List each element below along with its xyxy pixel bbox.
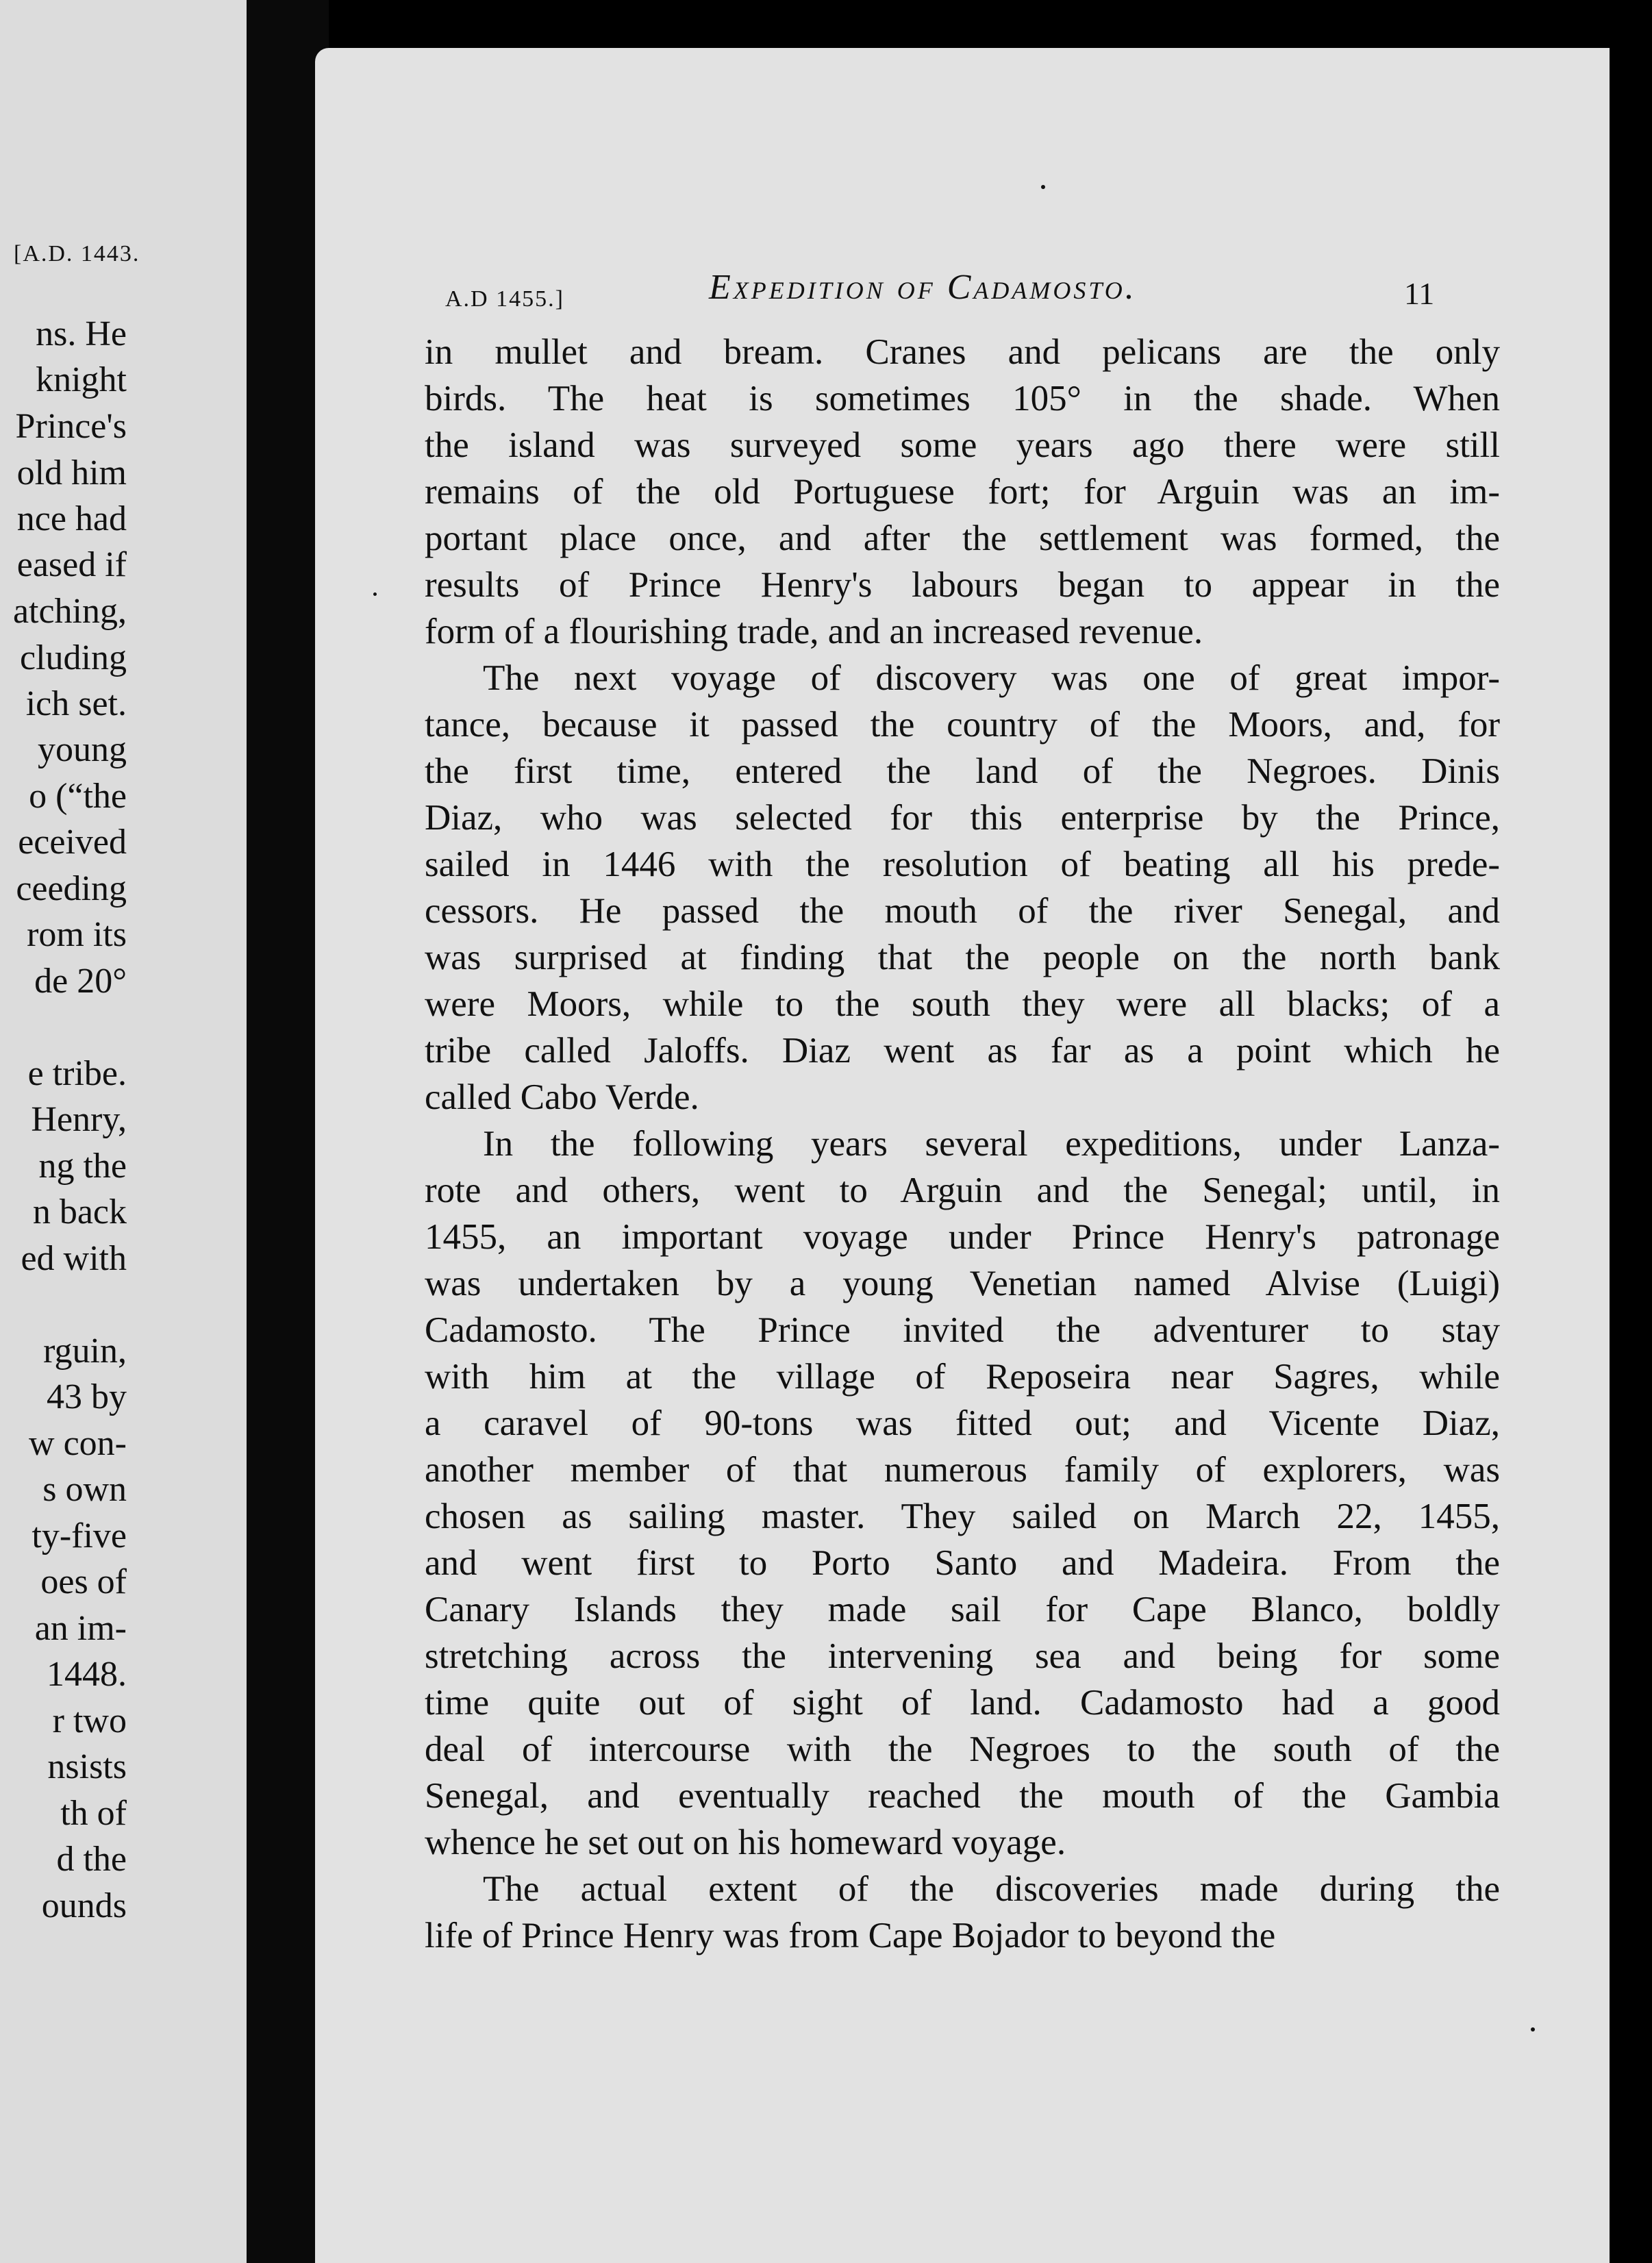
body-text xyxy=(425,329,1500,1959)
left-page-line: ounds xyxy=(41,1886,127,1925)
left-page-line: ed with xyxy=(21,1239,127,1278)
text-line: a caravel of 90-tons was fitted out; and Vicente Diaz, xyxy=(425,1403,1500,1443)
speck xyxy=(1041,185,1045,189)
text-line: deal of intercourse with the Negroes to the south of the xyxy=(425,1729,1500,1769)
text-line: was surprised at finding that the people on the north bank xyxy=(425,938,1500,977)
left-page-line: w con- xyxy=(29,1424,127,1463)
speck xyxy=(373,592,377,596)
text-line: The actual extent of the discoveries made during the xyxy=(483,1869,1500,1909)
left-page-line: rom its xyxy=(27,915,127,954)
text-line: another member of that numerous family of explorers, was xyxy=(425,1450,1500,1490)
left-page-line: 1448. xyxy=(47,1655,127,1694)
left-page-line: eceived xyxy=(18,823,127,862)
left-page-line: ich set. xyxy=(25,684,127,723)
left-page-line: nsists xyxy=(47,1747,127,1786)
text-line: results of Prince Henry's labours began to appear in the xyxy=(425,565,1500,605)
text-line: form of a flourishing trade, and an increased revenue. xyxy=(425,612,1203,651)
left-page-line: oes of xyxy=(40,1562,127,1601)
text-line: in mullet and bream. Cranes and pelicans are the only xyxy=(425,332,1500,372)
text-line: the island was surveyed some years ago there were still xyxy=(425,425,1500,465)
left-page-line: nce had xyxy=(16,499,127,538)
text-line: birds. The heat is sometimes 105° in the shade. When xyxy=(425,379,1500,418)
left-page-line: ty-five xyxy=(32,1516,127,1555)
text-line: cessors. He passed the mouth of the river Senegal, and xyxy=(425,891,1500,931)
left-page-line: ceeding xyxy=(16,869,127,908)
left-page-line: de 20° xyxy=(34,962,127,1001)
left-page-line: Henry, xyxy=(31,1100,127,1139)
text-line: stretching across the intervening sea and being for some xyxy=(425,1636,1500,1676)
text-line: called Cabo Verde. xyxy=(425,1077,699,1117)
left-page-line: n back xyxy=(32,1192,127,1231)
left-page-line: r two xyxy=(52,1701,127,1740)
text-line: with him at the village of Reposeira near Sagres, while xyxy=(425,1357,1500,1397)
text-line: chosen as sailing master. They sailed on March 22, 1455, xyxy=(425,1497,1500,1536)
left-page-line: o (“the xyxy=(29,777,127,816)
left-page-line: rguin, xyxy=(43,1331,127,1371)
text-line: Cadamosto. The Prince invited the adventurer to stay xyxy=(425,1310,1500,1350)
speck xyxy=(1531,2027,1535,2031)
text-line: sailed in 1446 with the resolution of beating all his prede- xyxy=(425,845,1500,884)
text-line: whence he set out on his homeward voyage. xyxy=(425,1823,1066,1862)
left-page xyxy=(0,0,247,2263)
right-page xyxy=(315,48,1610,2263)
text-line: time quite out of sight of land. Cadamosto had a good xyxy=(425,1683,1500,1723)
text-line: remains of the old Portuguese fort; for Arguin was an im- xyxy=(425,472,1500,512)
left-page-line: knight xyxy=(36,360,127,399)
left-page-line: cluding xyxy=(20,638,127,677)
text-line: 1455, an important voyage under Prince Henry's patronage xyxy=(425,1217,1500,1257)
left-page-line: d the xyxy=(56,1840,127,1879)
text-line: was undertaken by a young Venetian named Alvise (Luigi) xyxy=(425,1264,1500,1303)
text-line: were Moors, while to the south they were all blacks; of a xyxy=(425,984,1500,1024)
text-line: the first time, entered the land of the Negroes. Dinis xyxy=(425,751,1500,791)
left-page-line: ng the xyxy=(38,1147,127,1186)
left-page-header: [A.D. 1443. xyxy=(14,241,140,266)
text-line: and went first to Porto Santo and Madeira. From the xyxy=(425,1543,1500,1583)
left-page-line: s own xyxy=(42,1470,127,1509)
left-page-line: eased if xyxy=(16,545,127,584)
left-page-line: Prince's xyxy=(15,407,127,446)
text-line: In the following years several expeditions, under Lanza- xyxy=(483,1124,1500,1164)
text-line: portant place once, and after the settlement was formed, the xyxy=(425,518,1500,558)
running-head xyxy=(315,267,1610,322)
left-page-line: ns. He xyxy=(36,314,127,353)
text-line: tance, because it passed the country of the Moors, and, for xyxy=(425,705,1500,745)
left-page-line: old him xyxy=(16,453,127,492)
left-page-line: atching, xyxy=(12,592,127,631)
left-page-line: an im- xyxy=(34,1609,127,1648)
left-page-line: e tribe. xyxy=(27,1054,127,1093)
left-page-line: young xyxy=(38,730,127,769)
left-page-line: th of xyxy=(60,1794,127,1833)
text-line: Canary Islands they made sail for Cape Blanco, boldly xyxy=(425,1590,1500,1629)
page-number: 11 xyxy=(1404,276,1435,311)
running-head-title: Expedition of Cadamosto. xyxy=(709,268,1137,307)
text-line: Diaz, who was selected for this enterprise by the Prince, xyxy=(425,798,1500,838)
text-line: life of Prince Henry was from Cape Bojador to beyond the xyxy=(425,1916,1276,1955)
left-page-line: 43 by xyxy=(47,1377,127,1416)
text-line: The next voyage of discovery was one of great impor- xyxy=(483,658,1500,698)
text-line: tribe called Jaloffs. Diaz went as far as a point which he xyxy=(425,1031,1500,1071)
text-line: rote and others, went to Arguin and the Senegal; until, in xyxy=(425,1171,1500,1210)
text-line: Senegal, and eventually reached the mouth of the Gambia xyxy=(425,1776,1500,1816)
running-head-date: A.D 1455.] xyxy=(445,286,564,312)
